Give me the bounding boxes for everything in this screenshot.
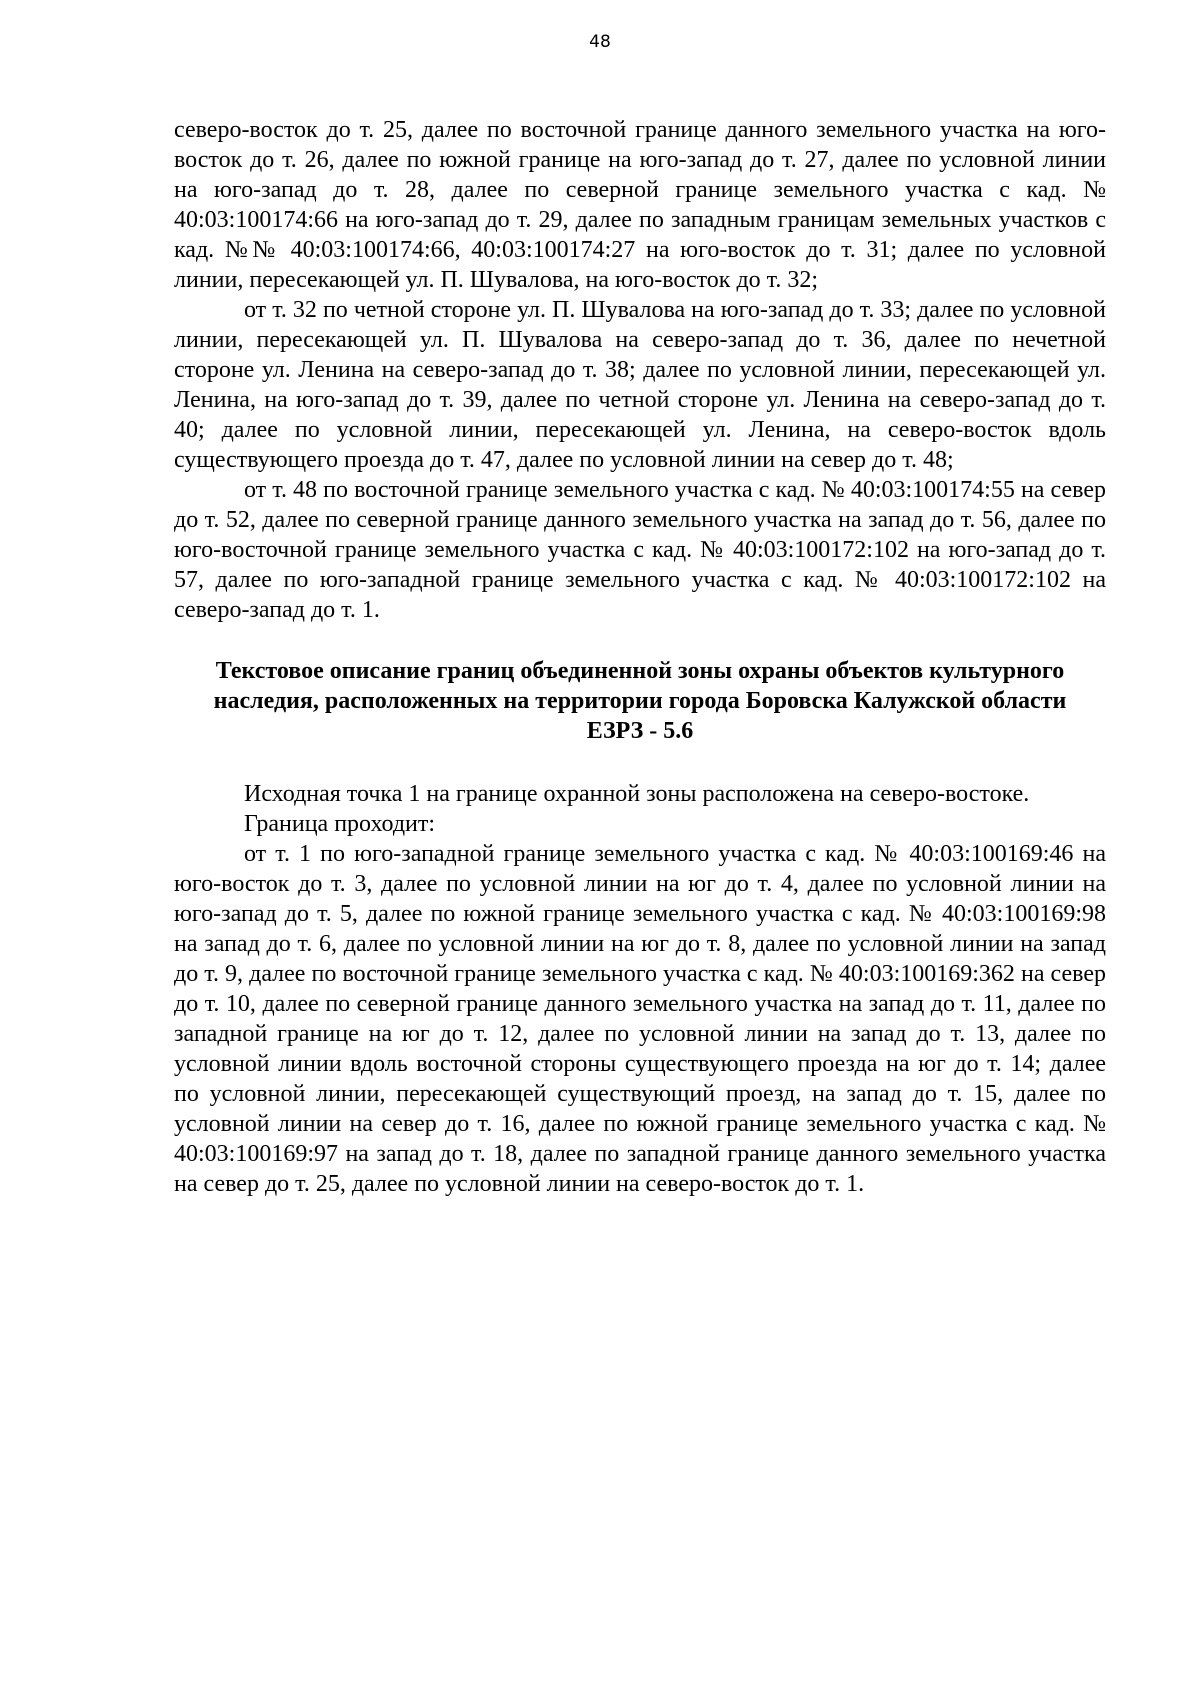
paragraph-from-point-48: от т. 48 по восточной границе земельного участка с кад. № 40:03:100174:55 на север до т. 52, далее по северной границе данного земельного участка на запад до т. 56, далее по юго-восточной границе земельного участка с кад. № 40:03:100172:102 на юго-запад до т. 57, далее по юго-западной границе земельного участка с кад. № 40:03:100172:102 на северо-запад до т. 1. (174, 477, 1106, 623)
paragraph-continuation: северо-восток до т. 25, далее по восточной границе данного земельного участка на юго-восток до т. 26, далее по южной границе на юго-запад до т. 27, далее по условной линии на юго-запад до т. 28, далее по северной границе земельного участка с кад. № 40:03:100174:66 на юго-запад до т. 29, далее по западным границам земельных участков с кад. №№ 40:03:100174:66, 40:03:100174:27 на юго-восток до т. 31; далее по условной линии, пересекающей ул. П. Шувалова, на юго-восток до т. 32; (174, 117, 1106, 293)
section-heading-title: Текстовое описание границ объединенной зоны охраны объектов культурного наследия, расположенных на территории города Боровска Калужской области (213, 658, 1067, 714)
paragraph-from-point-32: от т. 32 по четной стороне ул. П. Шувалова на юго-запад до т. 33; далее по условной линии, пересекающей ул. П. Шувалова на северо-запад до т. 36, далее по нечетной стороне ул. Ленина на северо-запад до т. 38; далее по условной линии, пересекающей ул. Ленина, на юго-запад до т. 39, далее по четной стороне ул. Ленина на северо-запад до т. 40; далее по условной линии, пересекающей ул. Ленина, на северо-восток вдоль существующего проезда до т. 47, далее по условной линии на север до т. 48; (174, 297, 1106, 473)
section-heading (174, 656, 1106, 746)
page-number: 48 (589, 32, 611, 52)
paragraph-start-point: Исходная точка 1 на границе охранной зоны расположена на северо-востоке. (244, 781, 1030, 807)
zone-code: ЕЗРЗ - 5.6 (586, 718, 694, 744)
document-body (174, 115, 1106, 1199)
paragraph-boundary-description: от т. 1 по юго-западной границе земельного участка с кад. № 40:03:100169:46 на юго-восток до т. 3, далее по условной линии на юг до т. 4, далее по условной линии на юго-запад до т. 5, далее по южной границе земельного участка с кад. № 40:03:100169:98 на запад до т. 6, далее по условной линии на юг до т. 8, далее по условной линии на запад до т. 9, далее по восточной границе земельного участка с кад. № 40:03:100169:362 на север до т. 10, далее по северной границе данного земельного участка на запад до т. 11, далее по западной границе на юг до т. 12, далее по условной линии на запад до т. 13, далее по условной линии вдоль восточной стороны существующего проезда на юг до т. 14; далее по условной линии, пересекающей существующий проезд, на запад до т. 15, далее по условной линии на север до т. 16, далее по южной границе земельного участка с кад. № 40:03:100169:97 на запад до т. 18, далее по западной границе данного земельного участка на север до т. 25, далее по условной линии на северо-восток до т. 1. (174, 841, 1106, 1197)
paragraph-boundary-intro: Граница проходит: (244, 811, 436, 837)
